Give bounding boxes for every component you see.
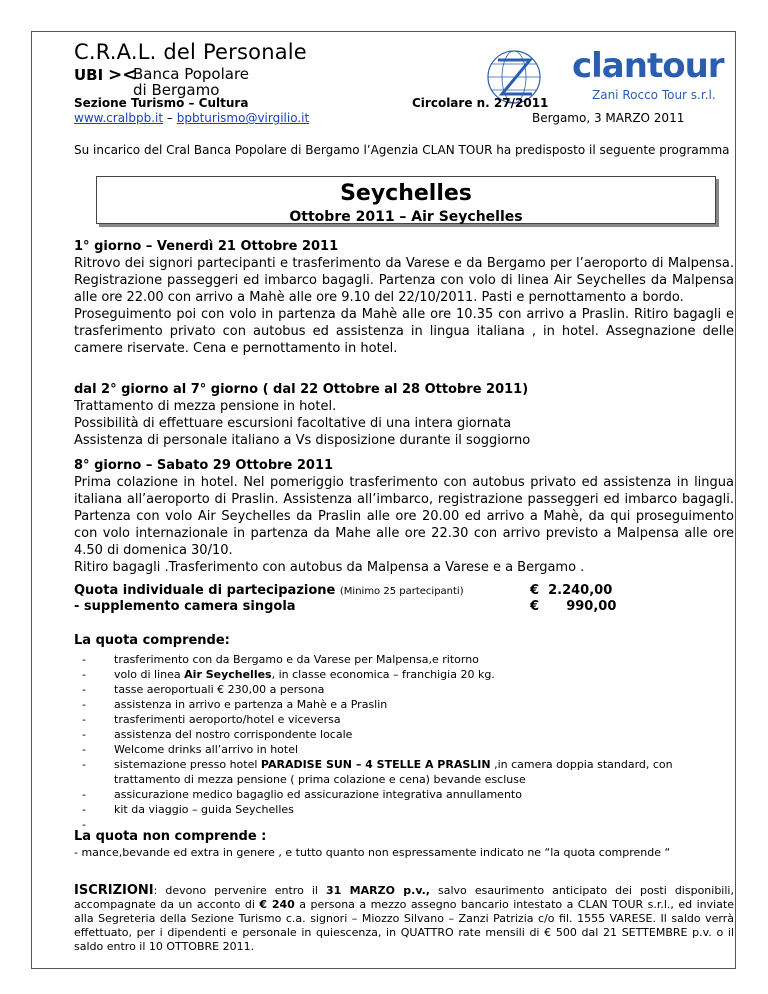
circular-number: Circolare n. 27/2011 bbox=[412, 96, 549, 110]
day2-line2: Possibilità di effettuare escursioni facoltative di una intera giornata bbox=[74, 416, 512, 431]
registration-text-part: : devono pervenire entro il bbox=[153, 884, 326, 897]
day8-section bbox=[74, 457, 734, 576]
clantour-logo-subtitle: Zani Rocco Tour s.r.l. bbox=[592, 88, 716, 102]
excludes-text: - mance,bevande ed extra in genere , e tutto quanto non espressamente indicato ne “la quota comprende “ bbox=[74, 846, 671, 859]
list-item-text bbox=[114, 757, 734, 787]
supplement-label: - supplemento camera singola bbox=[74, 599, 296, 614]
list-dash: - bbox=[82, 818, 86, 831]
day2-heading: dal 2° giorno al 7° giorno ( dal 22 Ottobre al 28 Ottobre 2011) bbox=[74, 382, 529, 397]
list-item-bold: Air Seychelles bbox=[184, 668, 272, 681]
day1-section bbox=[74, 238, 734, 357]
list-dash: - bbox=[82, 668, 86, 681]
day8-heading: 8° giorno – Sabato 29 Ottobre 2011 bbox=[74, 458, 334, 473]
registration-text-part: salvo esaurimento anticipato dei posti disponibili, accompagnate da un acconto di bbox=[74, 884, 734, 911]
ubi-logo-text: UBI bbox=[74, 66, 104, 84]
list-dash: - bbox=[82, 803, 86, 816]
list-item-text-part: , in classe economica – franchigia 20 kg. bbox=[271, 668, 495, 681]
list-dash: - bbox=[82, 698, 86, 711]
includes-heading bbox=[74, 632, 734, 649]
list-item-text: assistenza del nostro corrispondente locale bbox=[114, 728, 353, 741]
list-item-text: assicurazione medico bagaglio ed assicurazione integrativa annullamento bbox=[114, 788, 522, 801]
list-item bbox=[74, 682, 734, 697]
ubi-logo-mark: >< bbox=[108, 65, 137, 85]
list-item bbox=[74, 712, 734, 727]
includes-list bbox=[74, 652, 734, 832]
list-item bbox=[74, 697, 734, 712]
day1-paragraph1: Ritrovo dei signori partecipanti e trasferimento da Varese e da Bergamo per l’aeroporto di Malpensa. Registrazione passeggeri ed imbarco bagagli. Partenza con volo di linea Air Seychelles da Malpensa alle ore 22.00 con arrivo a Mahè alle ore 9.10 del 22/10/2011. Pasti e pernottamento a bordo. bbox=[74, 256, 734, 305]
contact-links bbox=[74, 111, 309, 125]
page-title: Seychelles bbox=[340, 181, 472, 206]
title-box bbox=[96, 176, 716, 224]
day2-line3: Assistenza di personale italiano a Vs disposizione durante il soggiorno bbox=[74, 433, 531, 448]
document-page bbox=[31, 31, 736, 969]
quota-row bbox=[74, 583, 464, 598]
list-item bbox=[74, 667, 734, 682]
list-item-bold: PARADISE SUN – 4 STELLE A PRASLIN bbox=[260, 758, 491, 771]
day8-paragraph1: Prima colazione in hotel. Nel pomeriggio trasferimento con autobus privato ed assistenza in lingua italiana all’aeroporto di Praslin. Assistenza all’imbarco, registrazione passeggeri ed imbarco bagagli. Partenza con volo Air Seychelles da Praslin alle ore 20.00 ed arrivo a Mahè, da qui proseguimento con volo internazionale in partenza da Mahe alle ore 22.30 con arrivo previsto a Malpensa alle ore 4.50 di domenica 30/10. bbox=[74, 475, 734, 558]
website-link[interactable]: www.cralbpb.it bbox=[74, 111, 164, 125]
list-item bbox=[74, 757, 734, 787]
page-subtitle: Ottobre 2011 – Air Seychelles bbox=[289, 209, 523, 225]
list-dash: - bbox=[82, 713, 86, 726]
list-item bbox=[74, 652, 734, 667]
intro-text: Su incarico del Cral Banca Popolare di Bergamo l’Agenzia CLAN TOUR ha predisposto il seguente programma bbox=[74, 143, 730, 157]
link-separator: – bbox=[163, 111, 177, 125]
list-dash: - bbox=[82, 788, 86, 801]
list-item-text-part: sistemazione presso hotel bbox=[114, 758, 261, 771]
registration-section bbox=[74, 884, 734, 954]
date-line: Bergamo, 3 MARZO 2011 bbox=[532, 111, 685, 125]
day1-heading: 1° giorno – Venerdì 21 Ottobre 2011 bbox=[74, 239, 339, 254]
list-item-text-part: volo di linea bbox=[114, 668, 185, 681]
registration-deposit: € 240 bbox=[259, 898, 295, 911]
supplement-amount: € 990,00 bbox=[530, 599, 617, 614]
list-dash: - bbox=[82, 683, 86, 696]
list-dash: - bbox=[82, 653, 86, 666]
list-item bbox=[74, 727, 734, 742]
day1-paragraph2: Proseguimento poi con volo in partenza da Mahè alle ore 10.35 con arrivo a Praslin. Ritiro bagagli e trasferimento privato con autobus ed assistenza in lingua italiana , in hotel. Assegnazione delle camere riservate. Cena e pernottamento in hotel. bbox=[74, 307, 734, 356]
list-item bbox=[74, 787, 734, 802]
clantour-logo-text: clantour bbox=[572, 46, 724, 86]
email-link[interactable]: bpbturismo@virgilio.it bbox=[176, 111, 310, 125]
list-item bbox=[74, 742, 734, 757]
day2-line1: Trattamento di mezza pensione in hotel. bbox=[74, 399, 337, 414]
list-item-text: assistenza in arrivo e partenza a Mahè e a Praslin bbox=[114, 698, 388, 711]
cral-title: C.R.A.L. del Personale bbox=[74, 40, 307, 64]
registration-deadline: 31 MARZO p.v., bbox=[326, 884, 430, 897]
list-item bbox=[74, 802, 734, 817]
quota-label: Quota individuale di partecipazione bbox=[74, 583, 336, 598]
list-item-text: Welcome drinks all’arrivo in hotel bbox=[114, 743, 299, 756]
bank-name-line2: di Bergamo bbox=[133, 81, 220, 99]
list-dash: - bbox=[82, 743, 86, 756]
registration-text-part: a persona a mezzo assegno bancario intestato a CLAN TOUR s.r.l., ed inviate alla Segreteria della Sezione Turismo c.a. signori – Miozzo Silvano – Zanzi Patrizia c/o fil. 1555 VARESE. Il saldo verrà effettuato, per i dipendenti e personale in quiescenza, in QUATTRO rate mensili di € 500 dal 21 SETTEMBRE p.v. o il saldo entro il 10 OTTOBRE 2011. bbox=[74, 898, 734, 953]
list-item-text: trasferimento con da Bergamo e da Varese per Malpensa,e ritorno bbox=[114, 653, 479, 666]
list-item-text-part: ,in camera doppia standard, con trattamento di mezza pensione ( prima colazione e cena) bevande escluse bbox=[114, 758, 673, 786]
section-name: Sezione Turismo – Cultura bbox=[74, 96, 249, 110]
day2-section bbox=[74, 381, 734, 449]
registration-label: ISCRIZIONI bbox=[74, 883, 154, 898]
bank-name-line1: Banca Popolare bbox=[133, 65, 250, 83]
includes-heading-text: La quota comprende: bbox=[74, 633, 230, 648]
list-item-text: kit da viaggio – guida Seychelles bbox=[114, 803, 294, 816]
excludes-section bbox=[74, 828, 734, 845]
list-dash: - bbox=[82, 728, 86, 741]
quota-note: (Minimo 25 partecipanti) bbox=[339, 586, 464, 597]
list-item-text bbox=[114, 667, 734, 682]
quota-amount: € 2.240,00 bbox=[530, 583, 613, 598]
list-item-text: trasferimenti aeroporto/hotel e viceversa bbox=[114, 713, 341, 726]
list-dash: - bbox=[82, 758, 86, 771]
list-item-text: tasse aeroportuali € 230,00 a persona bbox=[114, 683, 325, 696]
excludes-heading: La quota non comprende : bbox=[74, 829, 267, 844]
day8-paragraph2: Ritiro bagagli .Trasferimento con autobus da Malpensa a Varese e a Bergamo . bbox=[74, 560, 585, 575]
